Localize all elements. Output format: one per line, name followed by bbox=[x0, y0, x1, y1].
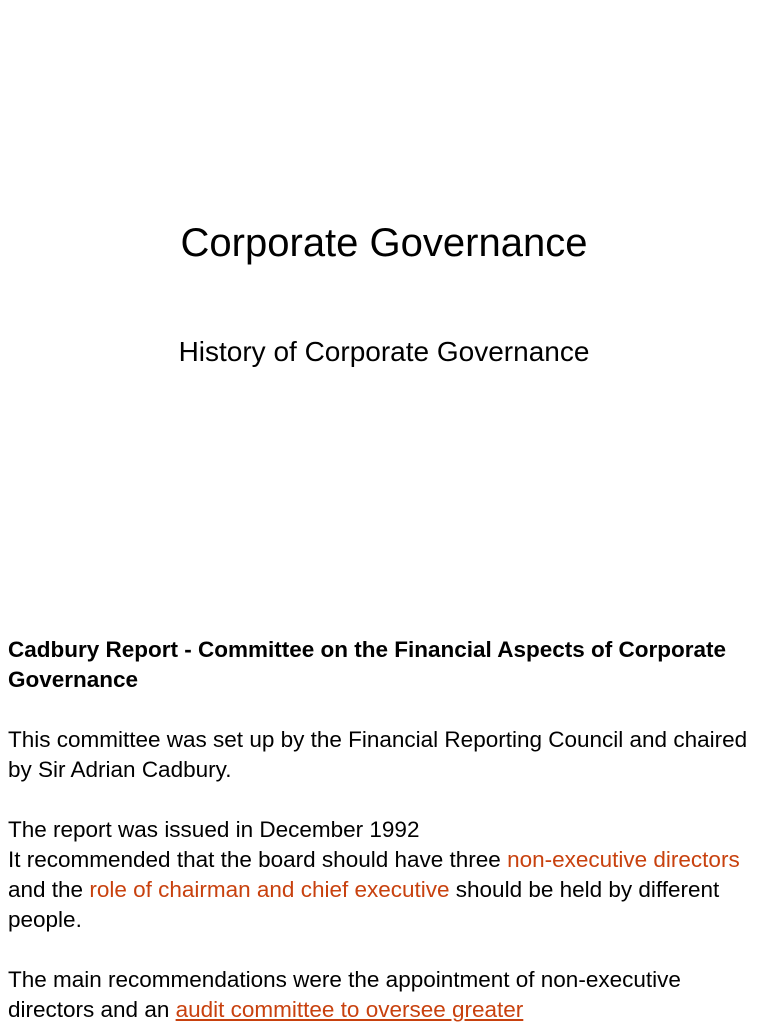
paragraph-recommendation bbox=[8, 845, 763, 935]
paragraph-main-recommendations bbox=[8, 965, 763, 1025]
paragraph-issued: The report was issued in December 1992 bbox=[8, 817, 420, 842]
highlight-chairman-role: role of chairman and chief executive bbox=[89, 877, 450, 902]
section-heading: Cadbury Report - Committee on the Financial Aspects of Corporate Governance bbox=[8, 637, 727, 692]
paragraph-spacer bbox=[8, 785, 763, 815]
paragraph-spacer bbox=[8, 695, 763, 725]
audit-committee-link[interactable]: audit committee to oversee greater bbox=[175, 997, 524, 1022]
recommendation-text: It recommended that the board should have three bbox=[8, 847, 508, 872]
paragraph-spacer bbox=[8, 935, 763, 965]
slide-title: Corporate Governance bbox=[180, 221, 588, 265]
highlight-non-executive-directors: non-executive directors bbox=[507, 847, 740, 872]
document-body bbox=[8, 635, 763, 1025]
recommendation-text: and the bbox=[8, 877, 90, 902]
main-recommendations-text: The main recommendations were the appointment of non-executive directors and an bbox=[8, 967, 681, 1022]
paragraph-committee: This committee was set up by the Financial Reporting Council and chaired by Sir Adrian Cadbury. bbox=[8, 727, 748, 782]
recommendation-text: should be held by different people. bbox=[8, 877, 720, 932]
slide-subtitle: History of Corporate Governance bbox=[178, 336, 590, 367]
